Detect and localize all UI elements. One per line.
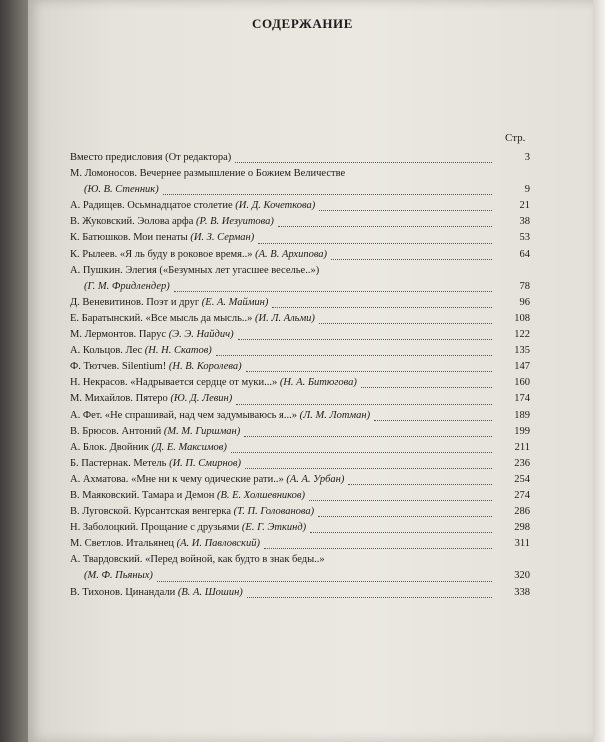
page-number: 135 bbox=[514, 345, 530, 357]
toc-entry: А. Твардовский. «Перед войной, как будто в знак беды..» (М. Ф. Пьяных) 320 bbox=[70, 552, 530, 584]
toc-entry: В. Жуковский. Эолова арфа (Р. В. Иезуитова) 38 bbox=[70, 214, 530, 230]
toc-entry: Д. Веневитинов. Поэт и друг (Е. А. Маймин) 96 bbox=[70, 295, 530, 311]
page-number: 338 bbox=[514, 586, 530, 598]
page-number: 122 bbox=[514, 329, 530, 341]
page-column-label: Стр. bbox=[505, 132, 526, 144]
page-number: 254 bbox=[514, 473, 530, 485]
page-number: 189 bbox=[514, 409, 530, 421]
toc-entry: В. Луговской. Курсантская венгерка (Т. П. Голованова) 286 bbox=[70, 504, 530, 520]
toc-entry: Ф. Тютчев. Silentium! (Н. В. Королева) 147 bbox=[70, 359, 530, 375]
toc-entry: М. Ломоносов. Вечернее размышление о Божием Величестве (Ю. В. Стенник) 9 bbox=[70, 166, 530, 198]
page-number: 274 bbox=[514, 489, 530, 501]
table-of-contents bbox=[70, 150, 530, 601]
toc-entry: А. Блок. Двойник (Д. Е. Максимов) 211 bbox=[70, 440, 530, 456]
page-number: 320 bbox=[514, 570, 530, 582]
page-title: СОДЕРЖАНИЕ bbox=[251, 16, 354, 31]
page-number: 298 bbox=[514, 522, 530, 534]
page-edge bbox=[593, 0, 605, 742]
page-number: 21 bbox=[519, 200, 530, 212]
page-number: 38 bbox=[519, 216, 530, 228]
toc-entry: А. Ахматова. «Мне ни к чему одические рати..» (А. А. Урбан) 254 bbox=[70, 472, 530, 488]
page-number: 311 bbox=[514, 538, 530, 550]
toc-entry: М. Михайлов. Пятеро (Ю. Д. Левин) 174 bbox=[70, 391, 530, 407]
page-number: 108 bbox=[514, 312, 530, 324]
toc-entry: К. Батюшков. Мои пенаты (И. З. Серман) 53 bbox=[70, 230, 530, 246]
toc-entry: А. Кольцов. Лес (Н. Н. Скатов) 135 bbox=[70, 343, 530, 359]
toc-entry: Б. Пастернак. Метель (И. П. Смирнов) 236 bbox=[70, 456, 530, 472]
page-number: 236 bbox=[514, 457, 530, 469]
toc-entry: В. Брюсов. Антоний (М. М. Гиршман) 199 bbox=[70, 424, 530, 440]
toc-entry: В. Маяковский. Тамара и Демон (В. Е. Холшевников) 274 bbox=[70, 488, 530, 504]
toc-entry: Н. Заболоцкий. Прощание с друзьями (Е. Г. Эткинд) 298 bbox=[70, 520, 530, 536]
toc-entry: М. Лермонтов. Парус (Э. Э. Найдич) 122 bbox=[70, 327, 530, 343]
toc-entry: Н. Некрасов. «Надрывается сердце от муки...» (Н. А. Битюгова) 160 bbox=[70, 375, 530, 391]
page-number: 199 bbox=[514, 425, 530, 437]
page-number: 64 bbox=[519, 248, 530, 260]
page-number: 9 bbox=[524, 184, 530, 196]
toc-entry: А. Радищев. Осьмнадцатое столетие (И. Д. Кочеткова) 21 bbox=[70, 198, 530, 214]
toc-entry: А. Фет. «Не спрашивай, над чем задумываюсь я...» (Л. М. Лотман) 189 bbox=[70, 408, 530, 424]
toc-entry: М. Светлов. Итальянец (А. И. Павловский) 311 bbox=[70, 536, 530, 552]
toc-entry: А. Пушкин. Элегия («Безумных лет угасшее веселье..») (Г. М. Фридлендер) 78 bbox=[70, 263, 530, 295]
page-number: 96 bbox=[519, 296, 530, 308]
page-number: 53 bbox=[519, 232, 530, 244]
page-number: 78 bbox=[519, 280, 530, 292]
page-number: 147 bbox=[514, 361, 530, 373]
page-number: 286 bbox=[514, 506, 530, 518]
toc-entry: В. Тихонов. Цинандали (В. А. Шошин) 338 bbox=[70, 585, 530, 601]
toc-entry: Вместо предисловия (От редактора) 3 bbox=[70, 150, 530, 166]
page-number: 174 bbox=[514, 393, 530, 405]
page-number: 160 bbox=[514, 377, 530, 389]
page-number: 3 bbox=[524, 152, 530, 163]
page-number: 211 bbox=[514, 441, 530, 453]
toc-entry: Е. Баратынский. «Все мысль да мысль..» (И. Л. Альми) 108 bbox=[70, 311, 530, 327]
toc-entry: К. Рылеев. «Я ль буду в роковое время..» (А. В. Архипова) 64 bbox=[70, 247, 530, 263]
